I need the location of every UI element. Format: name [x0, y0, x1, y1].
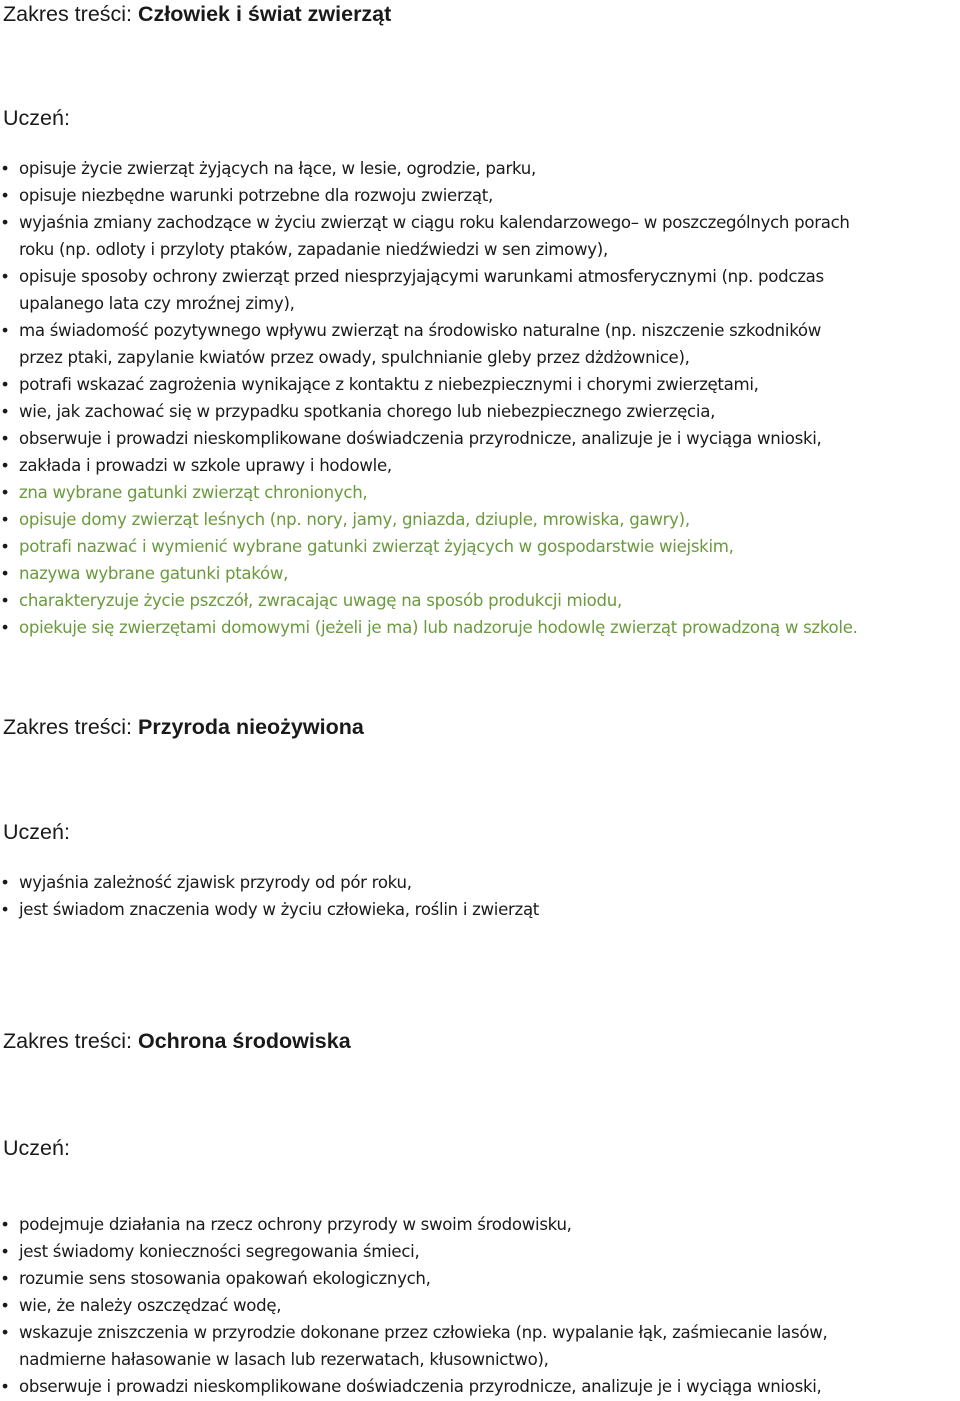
bullet-list-environment-protection [0, 1211, 950, 1400]
uczen-label: Uczeń: [3, 106, 70, 130]
list-item: • opiekuje się zwierzętami domowymi (jeżeli je ma) lub nadzoruje hodowlę zwierząt prowadzoną w szkole. [0, 614, 950, 641]
list-item: • jest świadomy konieczności segregowania śmieci, [0, 1238, 950, 1265]
bullet-icon: • [2, 1295, 9, 1315]
heading-title: Człowiek i świat zwierząt [138, 2, 392, 26]
list-item: • zna wybrane gatunki zwierząt chronionych, [0, 479, 950, 506]
bullet-icon: • [2, 185, 9, 205]
heading-title: Ochrona środowiska [138, 1029, 351, 1053]
list-item: • podejmuje działania na rzecz ochrony przyrody w swoim środowisku, [0, 1211, 950, 1238]
bullet-icon: • [2, 1322, 9, 1342]
bullet-icon: • [2, 872, 9, 892]
uczen-label: Uczeń: [3, 820, 70, 844]
bullet-icon: • [2, 266, 9, 286]
list-item: • potrafi nazwać i wymienić wybrane gatunki zwierząt żyjących w gospodarstwie wiejskim, [0, 533, 950, 560]
list-item: • obserwuje i prowadzi nieskomplikowane doświadczenia przyrodnicze, analizuje je i wyciąga wnioski, [0, 425, 950, 452]
bullet-icon: • [2, 212, 9, 232]
list-item: • ma świadomość pozytywnego wpływu zwierząt na środowisko naturalne (np. niszczenie szkodników przez ptaki, zapylanie kwiatów przez owady, spulchnianie gleby przez dżdżownice), [0, 317, 950, 371]
heading-title: Przyroda nieożywiona [138, 715, 364, 739]
list-item: • rozumie sens stosowania opakowań ekologicznych, [0, 1265, 950, 1292]
list-item: • wie, że należy oszczędzać wodę, [0, 1292, 950, 1319]
list-item: • charakteryzuje życie pszczół, zwracając uwagę na sposób produkcji miodu, [0, 587, 950, 614]
bullet-icon: • [2, 428, 9, 448]
bullet-icon: • [2, 455, 9, 475]
list-item: • wyjaśnia zmiany zachodzące w życiu zwierząt w ciągu roku kalendarzowego– w poszczególnych porach roku (np. odloty i przyloty ptaków, zapadanie niedźwiedzi w sen zimowy), [0, 209, 950, 263]
bullet-icon: • [2, 617, 9, 637]
bullet-list-inanimate-nature [0, 869, 950, 923]
list-item: • zakłada i prowadzi w szkole uprawy i hodowle, [0, 452, 950, 479]
section-heading-environment-protection [3, 1027, 351, 1055]
list-item: • nazywa wybrane gatunki ptaków, [0, 560, 950, 587]
list-item: • opisuje sposoby ochrony zwierząt przed niesprzyjającymi warunkami atmosferycznymi (np. podczas upalanego lata czy mroźnej zimy), [0, 263, 950, 317]
list-item: • wskazuje zniszczenia w przyrodzie dokonane przez człowieka (np. wypalanie łąk, zaśmiecanie lasów, nadmierne hałasowanie w lasach lub rezerwatach, kłusownictwo), [0, 1319, 950, 1373]
bullet-icon: • [2, 590, 9, 610]
heading-prefix: Zakres treści: [3, 715, 138, 739]
bullet-list-animals [0, 155, 950, 641]
bullet-icon: • [2, 899, 9, 919]
list-item: • opisuje domy zwierząt leśnych (np. nory, jamy, gniazda, dziuple, mrowiska, gawry), [0, 506, 950, 533]
list-item: • jest świadom znaczenia wody w życiu człowieka, roślin i zwierząt [0, 896, 950, 923]
bullet-icon: • [2, 509, 9, 529]
uczen-label: Uczeń: [3, 1136, 70, 1160]
heading-prefix: Zakres treści: [3, 2, 138, 26]
bullet-icon: • [2, 536, 9, 556]
bullet-icon: • [2, 1214, 9, 1234]
list-item: • opisuje życie zwierząt żyjących na łące, w lesie, ogrodzie, parku, [0, 155, 950, 182]
section-heading-animals [3, 0, 391, 28]
bullet-icon: • [2, 401, 9, 421]
bullet-icon: • [2, 1241, 9, 1261]
bullet-icon: • [2, 320, 9, 340]
list-item: • obserwuje i prowadzi nieskomplikowane doświadczenia przyrodnicze, analizuje je i wyciąga wnioski, [0, 1373, 950, 1400]
bullet-icon: • [2, 563, 9, 583]
bullet-icon: • [2, 1268, 9, 1288]
list-item: • wyjaśnia zależność zjawisk przyrody od pór roku, [0, 869, 950, 896]
list-item: • wie, jak zachować się w przypadku spotkania chorego lub niebezpiecznego zwierzęcia, [0, 398, 950, 425]
bullet-icon: • [2, 158, 9, 178]
list-item: • potrafi wskazać zagrożenia wynikające z kontaktu z niebezpiecznymi i chorymi zwierzętami, [0, 371, 950, 398]
bullet-icon: • [2, 1376, 9, 1396]
heading-prefix: Zakres treści: [3, 1029, 138, 1053]
list-item: • opisuje niezbędne warunki potrzebne dla rozwoju zwierząt, [0, 182, 950, 209]
bullet-icon: • [2, 374, 9, 394]
bullet-icon: • [2, 482, 9, 502]
section-heading-inanimate-nature [3, 713, 364, 741]
